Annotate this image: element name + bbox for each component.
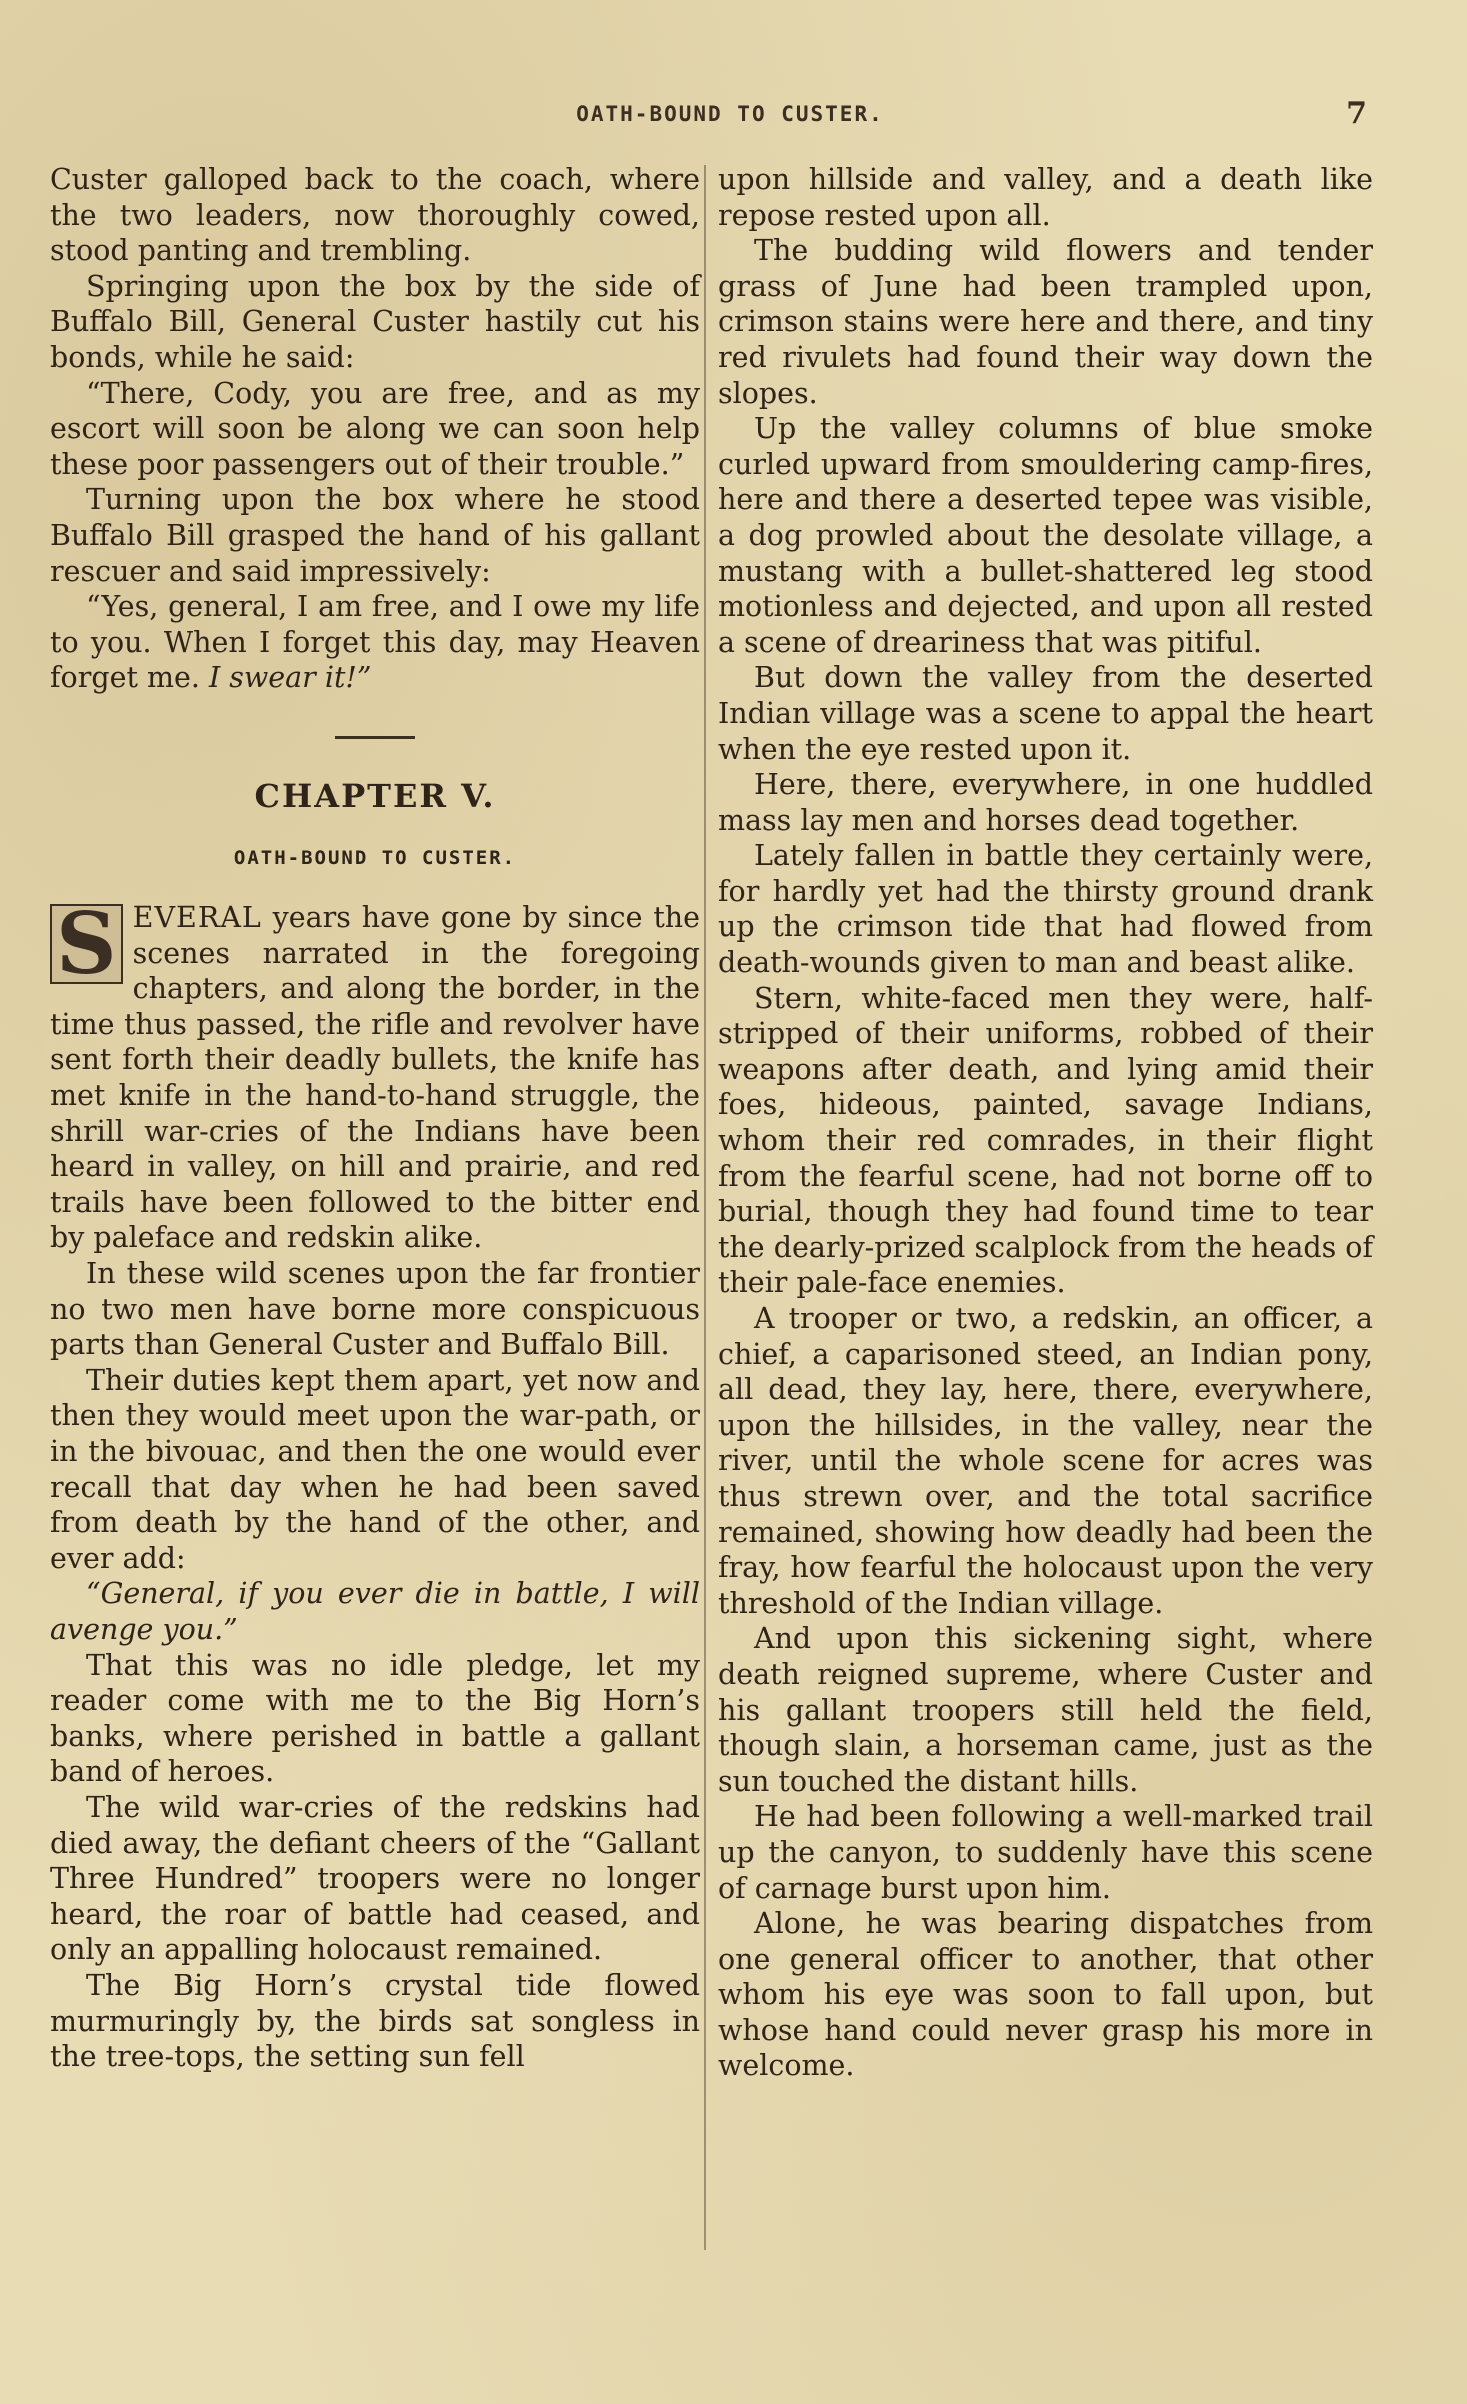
paragraph: Their duties kept them apart, yet now and then they would meet upon the war-path, or in the bivouac, and then the one would ever recall that day when he had been saved from death by the hand of the other, and ever add: [50, 1363, 700, 1575]
paragraph: upon hillside and valley, and a death like repose rested upon all. [718, 163, 1373, 232]
paragraph: Springing upon the box by the side of Buffalo Bill, General Custer hastily cut his bonds, while he said: [50, 269, 700, 374]
oath-text: “Yes, general, I am free, and I owe my life to you. When I forget this day, may Heaven forget me. [50, 590, 700, 695]
paragraph: That this was no idle pledge, let my reader come with me to the Big Horn’s banks, where perished in battle a gallant band of heroes. [50, 1648, 700, 1789]
column-divider [704, 165, 706, 2250]
paragraph: The budding wild flowers and tender grass of June had been trampled upon, crimson stains were here and there, and tiny red rivulets had found their way down the slopes. [718, 234, 1373, 410]
paragraph: Lately fallen in battle they certainly were, for hardly yet had the thirsty ground drank up the crimson tide that had flowed from death-wounds given to man and beast alike. [718, 839, 1373, 980]
paragraph: Here, there, everywhere, in one huddled mass lay men and horses dead together. [718, 768, 1373, 837]
paragraph: Custer galloped back to the coach, where the two leaders, now thoroughly cowed, stood panting and trembling. [50, 163, 700, 268]
paragraph: Stern, white-faced men they were, half-stripped of their uniforms, robbed of their weapons after death, and lying amid their foes, hideous, painted, savage Indians, whom their red comrades, in their flight from the fearful scene, had not borne off to burial, though they had found time to tear the dearly-prized scalplock from the heads of their pale-face enemies. [718, 981, 1373, 1300]
running-head: OATH-BOUND TO CUSTER. [576, 102, 884, 126]
drop-cap: S [50, 904, 123, 984]
oath-paragraph [50, 589, 700, 696]
left-column [50, 162, 700, 2075]
opening-smallcaps: EVERAL [132, 901, 262, 935]
opening-paragraph [50, 894, 700, 1256]
paragraph: “There, Cody, you are free, and as my escort will soon be along we can soon help these poor passengers out of their trouble.” [50, 376, 700, 481]
paragraph: Turning upon the box where he stood Buffalo Bill grasped the hand of his gallant rescuer and said impressively: [50, 483, 700, 588]
chapter-subtitle: OATH-BOUND TO CUSTER. [233, 846, 517, 869]
paragraph: The Big Horn’s crystal tide flowed murmuringly by, the birds sat songless in the tree-tops, the setting sun fell [50, 1968, 700, 2074]
section-rule [335, 736, 415, 739]
paragraph: Alone, he was bearing dispatches from one general officer to another, that other whom his eye was soon to fall upon, but whose hand could never grasp his more in welcome. [718, 1907, 1373, 2083]
paragraph: He had been following a well-marked trail up the canyon, to suddenly have this scene of carnage burst upon him. [718, 1800, 1373, 1905]
pledge-paragraph: “General, if you ever die in battle, I will avenge you.” [50, 1577, 700, 1646]
paragraph: In these wild scenes upon the far frontier no two men have borne more conspicuous parts than General Custer and Buffalo Bill. [50, 1257, 700, 1362]
page-number: 7 [1346, 96, 1367, 131]
right-column [718, 162, 1373, 2084]
paragraph: But down the valley from the deserted Indian village was a scene to appal the heart when the eye rested upon it. [718, 661, 1373, 766]
paragraph: Up the valley columns of blue smoke curled upward from smouldering camp-fires, here and there a deserted tepee was visible, a dog prowled about the desolate village, a mustang with a bullet-shattered leg stood motionless and dejected, and upon all rested a scene of dreariness that was pitiful. [718, 412, 1373, 659]
paragraph: And upon this sickening sight, where death reigned supreme, where Custer and his gallant troopers still held the field, though slain, a horseman came, just as the sun touched the distant hills. [718, 1622, 1373, 1798]
opening-text: years have gone by since the scenes narrated in the foregoing chapters, and along the border, in the time thus passed, the rifle and revolver have sent forth their deadly bullets, the knife has met knife in the hand-to-hand struggle, the shrill war-cries of the Indians have been heard in valley, on hill and prairie, and red trails have been followed to the bitter end by paleface and redskin alike. [50, 901, 700, 1255]
page-header [0, 96, 1467, 136]
chapter-title: CHAPTER V. [254, 776, 496, 815]
paragraph: The wild war-cries of the redskins had died away, the defiant cheers of the “Gallant Three Hundred” troopers were no longer heard, the roar of battle had ceased, and only an appalling holocaust remained. [50, 1790, 700, 1967]
paragraph: A trooper or two, a redskin, an officer, a chief, a caparisoned steed, an Indian pony, all dead, they lay, here, there, everywhere, upon the hillsides, in the valley, near the river, until the whole scene for acres was thus strewn over, and the total sacrifice remained, showing how deadly had been the fray, how fearful the holocaust upon the very threshold of the Indian village. [718, 1302, 1373, 1620]
oath-italic: I swear it!” [208, 661, 372, 695]
